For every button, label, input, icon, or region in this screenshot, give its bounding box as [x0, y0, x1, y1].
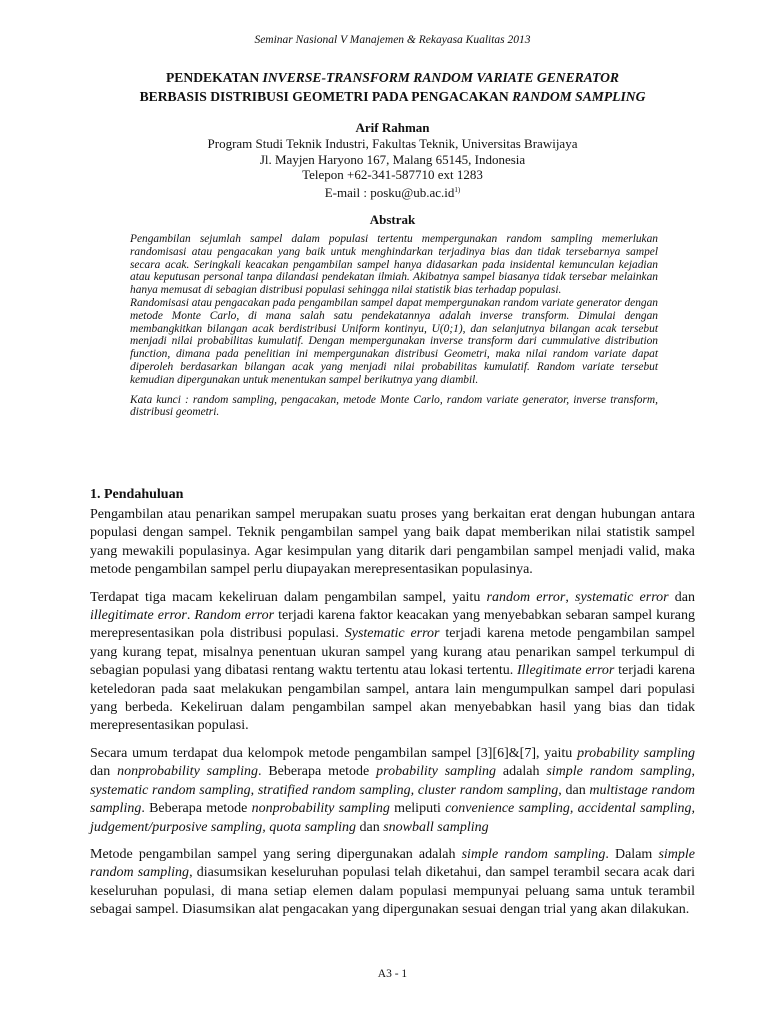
p2-text-4: . [186, 608, 195, 624]
p3-text-1: Secara umum terdapat dua kelompok metode pengambilan sampel [3][6]&[7], yaitu [90, 745, 578, 761]
p3-term-8: nonprobability sampling [251, 801, 390, 817]
title-line-2 [90, 87, 695, 106]
p2-term-6: Illegitimate error [517, 663, 615, 679]
p3-term-3: probability sampling [376, 764, 497, 780]
p3-text-2: dan [90, 764, 118, 780]
p3-term-7: multistage random sampling [90, 782, 696, 817]
p4-text-1: Metode pengambilan sampel yang sering dipergunakan adalah [90, 846, 462, 862]
intro-paragraph-4 [90, 846, 695, 920]
p4-text-3: , diasumsikan keseluruhan populasi telah diketahui, dan sampel terambil secara acak dari keseluruhan populasi, di mana setiap elemen dalam populasi mempunyai peluang sama untuk terambil sebagai sampel. Diasumsikan alat pengacakan yang dipergunakan sesuai dengan trial yang akan dilakukan. [90, 865, 695, 918]
abstract-paragraph-2: Randomisasi atau pengacakan pada pengambilan sampel dapat mempergunakan random variate generator dengan metode Monte Carlo, di mana salah satu pendekatannya adalah inverse transform. Dimulai dengan membangkitkan bilangan acak berdistribusi Uniform kontinyu, U(0;1), dan selanjutnya bilangan acak tersebut menjadi nilai probabilitas kumulatif. Dengan mempergunakan inverse transform dari cummulative distribution function, dimana pada penelitian ini mempergunakan distribusi Geometri, maka nilai random variate dapat diperoleh berdasarkan bilangan acak yang menjadi nilai probabilitas kumulatif. Random variate tersebut kemudian dipergunakan untuk menentukan sampel berikutnya yang diambil. [130, 296, 658, 386]
p2-text-1: Terdapat tiga macam kekeliruan dalam pengambilan sampel, yaitu [90, 589, 487, 605]
abstract-paragraph-1: Pengambilan sejumlah sampel dalam populasi tertentu mempergunakan random sampling memerlukan randomisasi atau pengacakan yang baik untuk menghindarkan terjadinya bias dan tidak tersebarnya sampel secara acak. Seringkali keacakan pengambilan sampel hanya didasarkan pada insidental kemunculan kejadian atau keputusan personal tanpa dilandasi pendekatan ilmiah. Akibatnya sampel biasanya tidak tersebar melainkan hanya memusat di sebagian distribusi populasi sehingga nilai statistik bias terhadap populasi. [130, 233, 658, 297]
author-block [90, 120, 695, 201]
p3-term-1: probability sampling [577, 745, 696, 761]
title-line-1-plain: PENDEKATAN [166, 70, 263, 85]
p2-term-1: random error [486, 589, 566, 605]
p2-term-3: illegitimate error [90, 608, 187, 624]
author-address: Jl. Mayjen Haryono 167, Malang 65145, Indonesia [259, 151, 526, 167]
p3-text-5: , [691, 764, 695, 780]
p3-term-2: nonprobability sampling [117, 764, 258, 780]
p3-text-4: adalah [496, 764, 547, 780]
p4-term-1: simple random sampling [461, 846, 606, 862]
p3-term-9: convenience sampling, accidental sampling, judgement/purposive sampling, quota sampling [90, 801, 695, 835]
p3-text-3: . Beberapa metode [257, 764, 377, 780]
intro-paragraph-2 [90, 589, 695, 736]
title-line-2-plain: BERBASIS DISTRIBUSI GEOMETRI PADA PENGACAKAN [139, 89, 513, 104]
p2-text-6: terjadi karena metode pengambilan sampel yang kurang tepat, misalnya penentuan ukuran sampel yang kurang atau penarikan sampel terkumpul di sebagian populasi yang dibatasi rentang waktu tertentu atau lokasi tertentu. [90, 626, 695, 679]
paper-title [90, 68, 695, 106]
p3-text-8: . Beberapa metode [141, 801, 252, 817]
p2-text-7: terjadi karena keteledoran pada saat melakukan pengambilan sampel, antara lain mengumpulkan sampel dari populasi yang berbeda. Kekeliruan dalam pengambilan sampel akan menyebabkan hasil yang bias dan tidak merepresentasikan populasi. [90, 663, 696, 734]
p2-text-5: terjadi karena faktor keacakan yang menyebabkan sebaran sampel kurang merepresentasikan pola distribusi populasi. [90, 608, 695, 642]
page-number: A3 - 1 [377, 968, 408, 980]
p2-term-2: systematic error [575, 589, 669, 605]
p2-text-2: , [565, 589, 576, 605]
author-email-line [90, 183, 695, 201]
p3-text-9: meliputi [389, 801, 446, 817]
title-line-1-italic: INVERSE-TRANSFORM RANDOM VARIATE GENERATOR [262, 70, 619, 85]
author-email-footnote-mark: 1) [454, 186, 461, 195]
p2-term-5: Systematic error [344, 626, 440, 642]
title-line-2-italic: RANDOM SAMPLING [512, 89, 646, 104]
abstract-body [130, 233, 658, 419]
author-email[interactable]: E-mail : posku@ub.ac.id [324, 185, 455, 201]
p3-text-7: , dan [558, 782, 590, 798]
introduction-body [90, 506, 695, 929]
p2-term-4: Random error [194, 608, 275, 624]
title-line-1 [90, 68, 695, 87]
author-affiliation: Program Studi Teknik Industri, Fakultas Teknik, Universitas Brawijaya [207, 135, 578, 151]
intro-paragraph-3 [90, 745, 695, 837]
p3-term-6: stratified random sampling, cluster random sampling [257, 782, 559, 798]
author-name: Arif Rahman [355, 120, 430, 135]
running-head: Seminar Nasional V Manajemen & Rekayasa Kualitas 2013 [254, 34, 531, 46]
p3-term-4: simple random sampling [546, 764, 692, 780]
p2-text-3: dan [668, 589, 695, 605]
abstract-heading: Abstrak [369, 212, 416, 227]
p3-text-10: dan [356, 819, 384, 835]
section-heading-introduction: 1. Pendahuluan [90, 487, 184, 502]
p3-term-10: snowball sampling [383, 819, 489, 835]
p3-term-5: systematic random sampling [90, 782, 251, 798]
p4-text-2: . Dalam [605, 846, 659, 862]
p4-term-2: simple random sampling [90, 846, 695, 881]
author-phone: Telepon +62-341-587710 ext 1283 [302, 167, 483, 183]
p3-text-6: , [250, 782, 258, 798]
intro-paragraph-1: Pengambilan atau penarikan sampel merupakan suatu proses yang berkaitan erat dengan hubungan antara populasi dengan sampel. Teknik pengambilan sampel yang baik dapat memberikan nilai statistik sampel yang mewakili populasinya. Agar kesimpulan yang ditarik dari pengambilan sampel menjadi valid, maka metode pengambilan sampel perlu diupayakan merepresentasikan populasinya. [90, 507, 695, 578]
keywords: Kata kunci : random sampling, pengacakan, metode Monte Carlo, random variate generator, inverse transform, distribusi geometri. [130, 393, 658, 419]
